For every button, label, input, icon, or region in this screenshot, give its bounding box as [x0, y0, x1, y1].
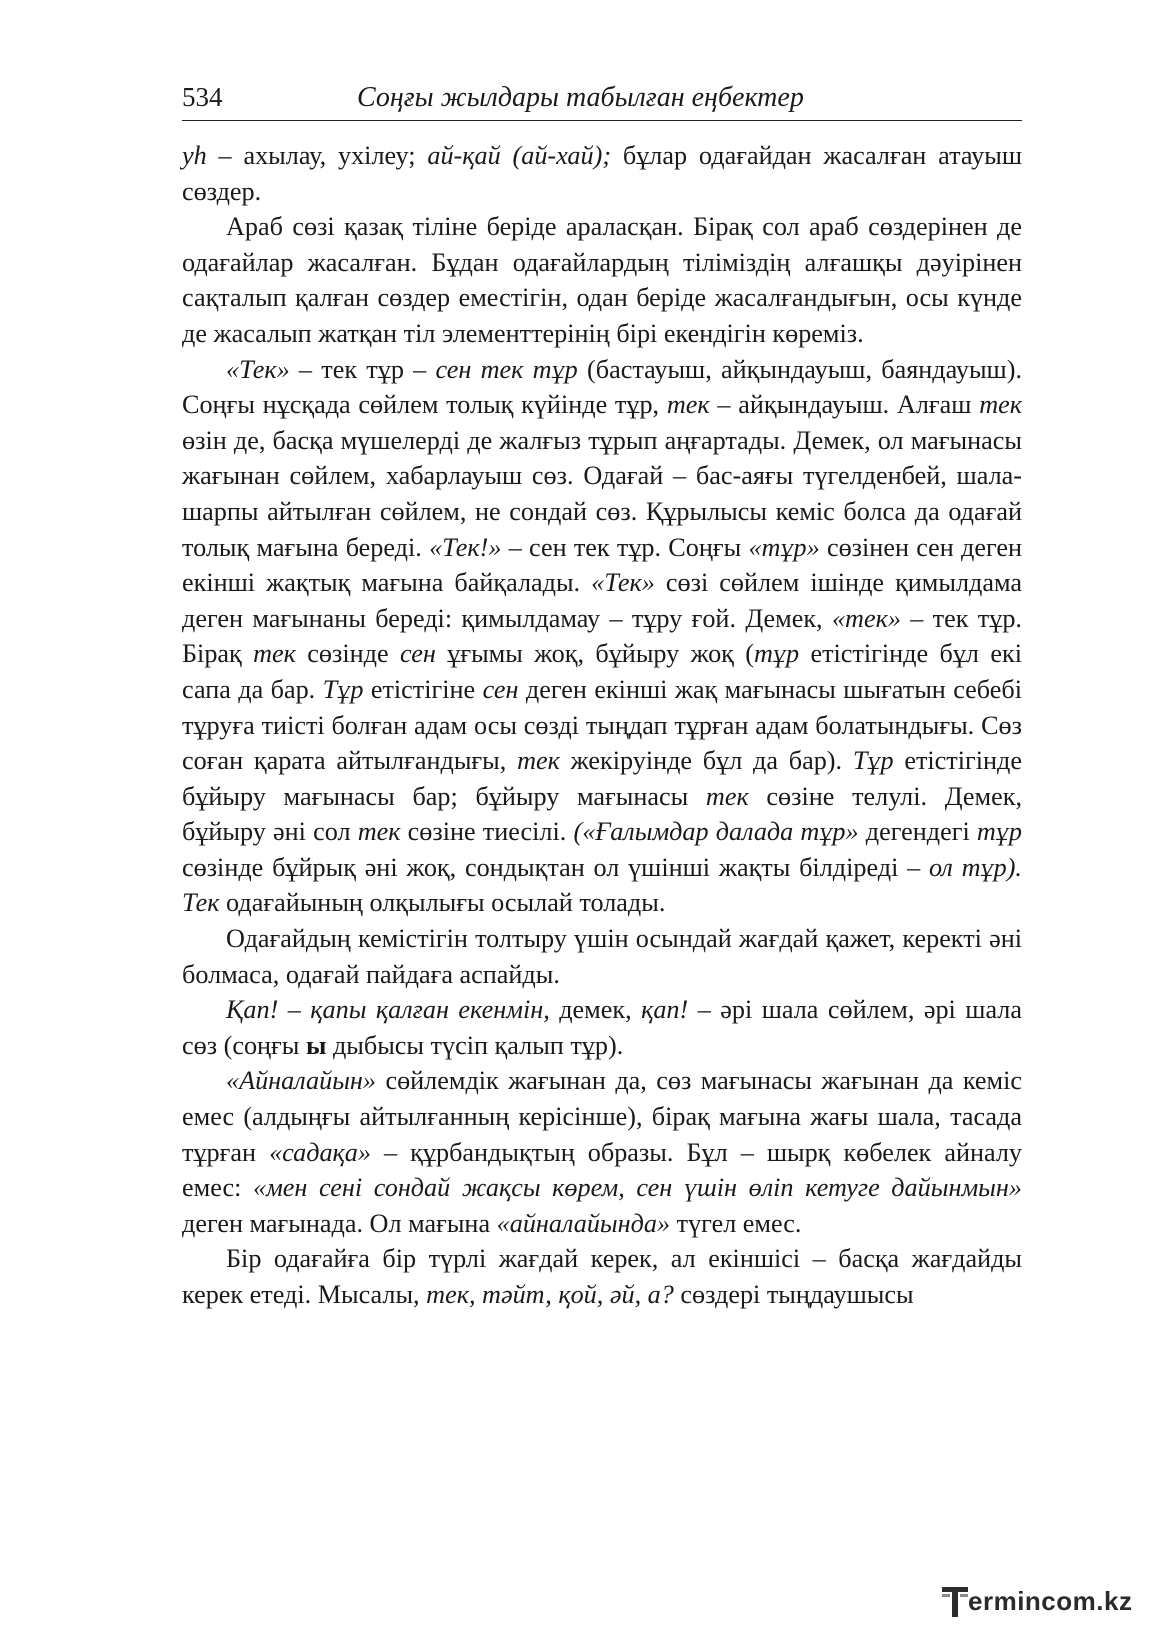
text-run: дыбысы түсіп қалып тұр). — [326, 1030, 624, 1060]
italic-run: қап! — [641, 995, 689, 1025]
paragraph — [182, 209, 1022, 351]
text-run: – тек тұр. Бірақ — [182, 603, 1022, 669]
italic-run: Тұр — [852, 746, 894, 776]
text-run: деген екінші жақ мағынасы шығатын себебі тұруға тиісті болған адам осы сөзді тыңдап тұрған адам болатындығы. Сөз соған қарата айтылғандығы, — [182, 674, 1022, 776]
text-run: сөзіне тиесілі. — [400, 817, 574, 847]
italic-run: Қап! – қапы қалған екенмін, — [226, 995, 550, 1025]
text-run: – әрі шала сөйлем, әрі шала сөз (соңғы — [182, 995, 1022, 1060]
text-run: сөзінде — [295, 639, 400, 669]
paragraph — [182, 352, 1022, 922]
text-run: жекіруінде бұл да бар). — [559, 746, 853, 776]
italic-run: «тұр» — [748, 532, 820, 562]
termincom-logo-icon — [940, 1585, 970, 1619]
italic-run: сен — [482, 674, 519, 704]
text-run: сөзінен сен деген екінші жақтық мағына байқалады. — [182, 532, 1022, 598]
watermark-text: ermincоm.kz — [968, 1586, 1133, 1616]
text-run: өзін де, басқа мүшелерді де жалғыз тұрып аңғартады. Демек, ол мағынасы жағынан сөйлем, хабарлауыш сөз. Одағай – бас-аяғы түгелденбей, шала-шарпы айтылған сөйлем, не сондай сөз. Құрылысы кеміс болса да одағай толық мағына береді. — [182, 425, 1022, 562]
text-run: ұғымы жоқ, бұйыру жоқ ( — [435, 639, 754, 669]
text-run: сөзі сөйлем ішінде қимылдама деген мағынаны береді: қимылдамау – тұру ғой. Демек, — [182, 568, 1022, 633]
italic-run: «Тек!» — [429, 532, 502, 562]
text-run: одағайының олқылығы осылай толады. — [219, 888, 666, 918]
bold-run: ы — [305, 1030, 327, 1060]
italic-run: «тек» — [831, 603, 901, 633]
italic-run: сен тек тұр — [435, 354, 578, 384]
italic-run: сен — [399, 639, 436, 669]
watermark — [940, 1585, 1140, 1621]
paragraph — [182, 921, 1022, 992]
italic-run: «Тек» — [591, 568, 655, 598]
paragraph — [182, 138, 1022, 209]
page-number: 534 — [182, 82, 223, 112]
body-text — [182, 138, 1022, 1313]
italic-run: тек — [705, 781, 749, 811]
paragraph — [182, 992, 1022, 1063]
text-run: Араб сөзі қазақ тіліне беріде араласқан. Бірақ сол араб сөздерінен де одағайлар жасалған. Бұдан одағайлардың тіліміздің алғашқы дәуірінен сақталып қалған сөздер еместігін, одан беріде жасалғандығын, осы күнде де жасалып жатқан тіл элементтерінің бірі екендігін көреміз. — [182, 212, 1022, 348]
paragraph — [182, 1241, 1022, 1312]
italic-run: «мен сені сондай жақсы көрем, сен үшін өліп кетуге дайынмын» — [252, 1173, 1022, 1203]
text-run: түгел емес. — [670, 1208, 802, 1238]
text-run: Одағайдың кемістігін толтыру үшін осындай жағдай қажет, керекті әні болмаса, одағай пайдаға аспайды. — [182, 924, 1022, 989]
italic-run: тек — [666, 390, 710, 420]
italic-run: «айналайында» — [496, 1208, 671, 1238]
italic-run: тұр — [976, 817, 1022, 847]
italic-run: ол тұр). Тек — [182, 852, 1022, 918]
italic-run: «садақа» — [269, 1137, 371, 1167]
italic-run: тек, тәйт, қой, әй, а? — [426, 1280, 674, 1309]
italic-run: тек — [517, 746, 560, 776]
running-title: Соңғы жылдары табылған еңбектер — [357, 82, 804, 113]
text-run: – сен тек тұр. Соңғы — [501, 532, 749, 562]
text-run: сөзіне телулі. Демек, бұйыру әні сол — [182, 781, 1022, 847]
italic-run: ай-қай (ай-хай); — [427, 141, 612, 170]
text-run: – ахылау, ухілеу; — [206, 141, 428, 170]
paragraph — [182, 1063, 1022, 1241]
text-run: дегендегі — [858, 817, 977, 847]
text-run: етістігінде бұйыру мағынасы бар; бұйыру мағынасы — [182, 746, 1022, 811]
text-run: сөздері тыңдаушысы — [673, 1280, 914, 1309]
text-run: етістігіне — [363, 674, 483, 704]
italic-run: тек — [253, 639, 296, 669]
text-run: Бір одағайға бір түрлі жағдай керек, ал екіншісі – басқа жағдайды керек етеді. Мысалы, — [182, 1244, 1022, 1309]
text-run: бұлар одағайдан жасалған атауыш сөздер. — [182, 141, 1023, 206]
text-run: – құрбандықтың образы. Бұл – шырқ көбелек айналу емес: — [182, 1137, 1022, 1203]
text-run: сөзінде бұйрық әні жоқ, сондықтан ол үшінші жақты білдіреді – — [182, 852, 929, 882]
text-run: деген мағынада. Ол мағына — [182, 1208, 497, 1238]
text-run: демек, — [549, 995, 642, 1025]
italic-run: «Тек» — [226, 354, 290, 384]
text-run: сөйлемдік жағынан да, сөз мағынасы жағынан да кеміс емес (алдыңғы айтылғанның керісінше), бірақ мағына жағы шала, тасада тұрған — [182, 1066, 1022, 1167]
text-run: – айқындауыш. Алғаш — [709, 390, 980, 420]
italic-run: («Ғалымдар далада тұр» — [573, 817, 859, 847]
italic-run: тұр — [753, 639, 800, 669]
italic-run: уһ — [182, 141, 207, 170]
running-header — [182, 80, 1022, 121]
italic-run: Тұр — [322, 674, 364, 704]
italic-run: тек — [357, 817, 401, 847]
italic-run: «Айналайын» — [226, 1066, 377, 1096]
text-run: (бастауыш, айқындауыш, баяндауыш). Соңғы нұсқада сөйлем толық күйінде тұр, — [182, 354, 1022, 420]
text-run: етістігінде бұл екі сапа да бар. — [182, 639, 1022, 704]
text-run: – тек тұр – — [289, 354, 436, 384]
italic-run: тек — [979, 390, 1022, 420]
